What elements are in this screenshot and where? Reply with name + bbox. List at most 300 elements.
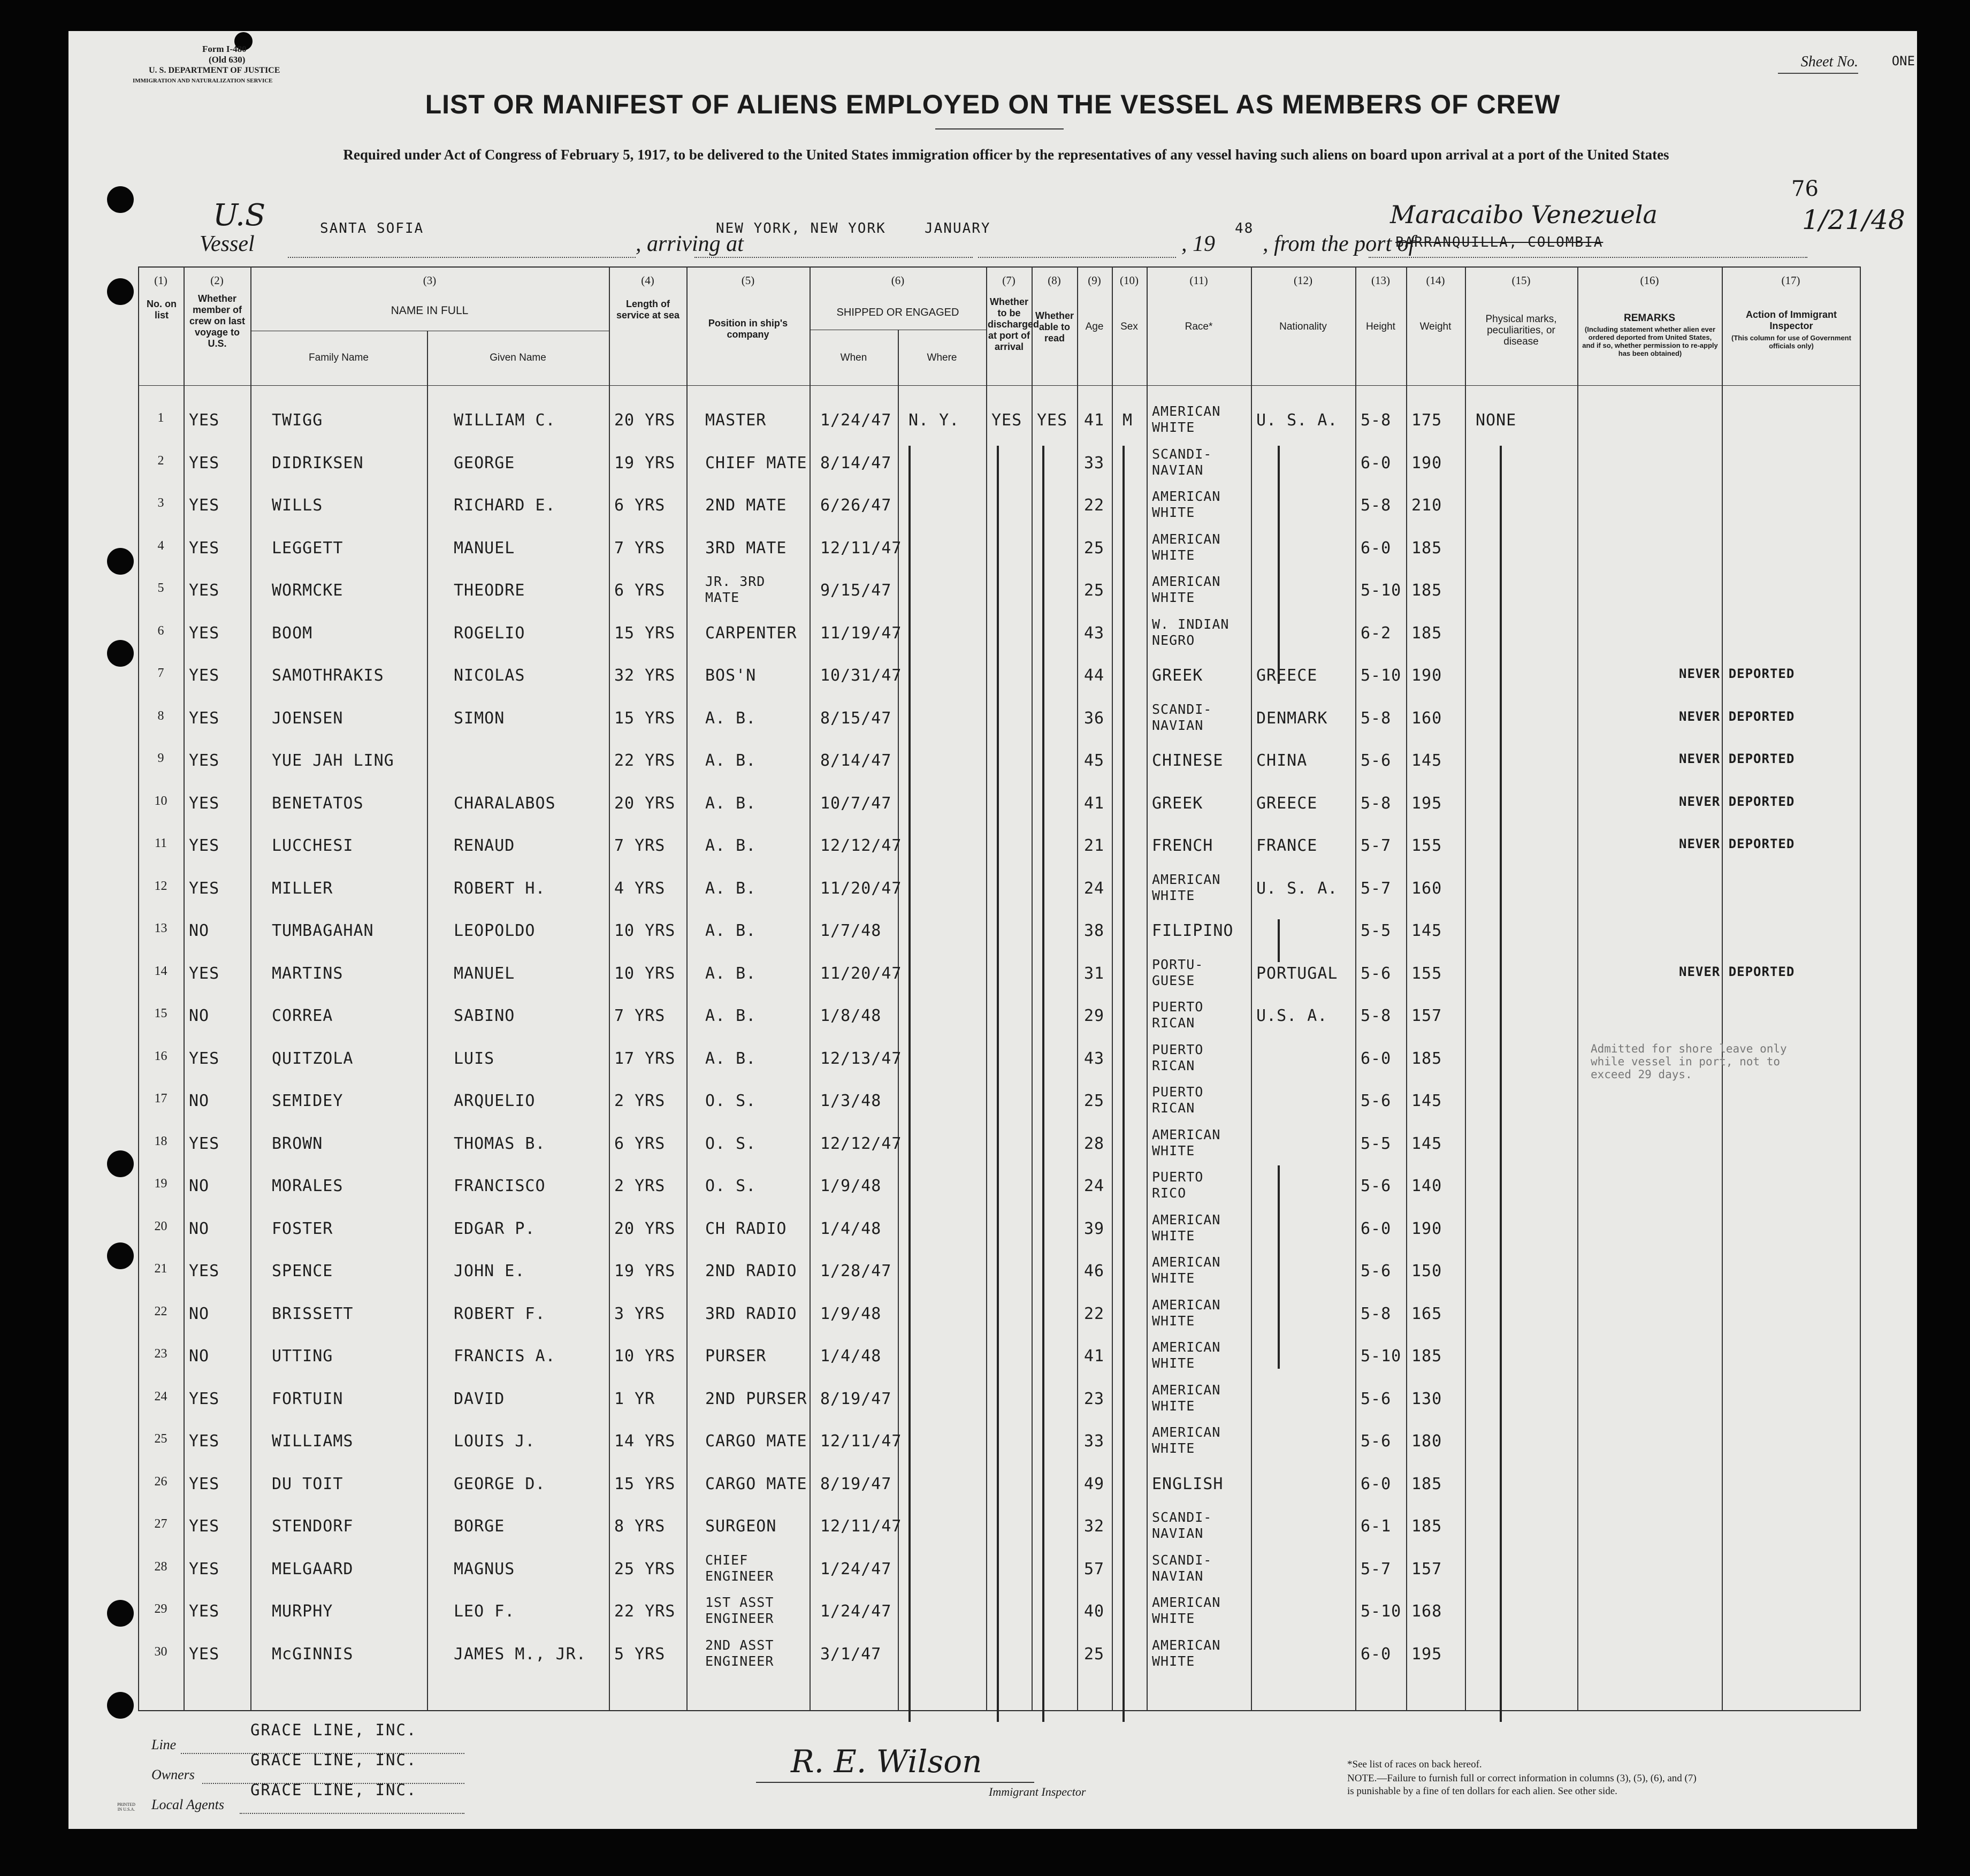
col-head-race: Race* [1185, 321, 1213, 332]
race: AMERICAN WHITE [1152, 1595, 1221, 1626]
col-head-height: Height [1366, 321, 1395, 332]
col-head-given: Given Name [490, 352, 546, 363]
weight: 210 [1411, 496, 1442, 515]
service-length: 10 YRS [614, 964, 676, 983]
position: SURGEON [705, 1517, 777, 1536]
shipped-when: 9/15/47 [820, 581, 892, 600]
able-to-read: YES [1037, 411, 1068, 430]
shipped-when: 3/1/47 [820, 1644, 882, 1664]
row-number: 24 [154, 1389, 167, 1404]
row-number: 21 [154, 1262, 167, 1276]
col-num-5: (5) [741, 274, 755, 287]
nationality: DENMARK [1256, 708, 1328, 728]
age: 41 [1084, 794, 1105, 813]
age: 43 [1084, 623, 1105, 643]
age: 22 [1084, 1304, 1105, 1323]
manifest-footer [68, 1711, 1917, 1829]
family-name: LUCCHESI [272, 836, 354, 855]
col-head-action-sub: (This column for use of Government officials only) [1731, 334, 1851, 350]
given-name: BORGE [454, 1517, 505, 1536]
handwritten-date: 1/21/48 [1802, 204, 1905, 235]
race: SCANDI- NAVIAN [1152, 1552, 1212, 1584]
age: 22 [1084, 496, 1105, 515]
col-num-8: (8) [1048, 274, 1061, 287]
shipped-when: 12/12/47 [820, 836, 902, 855]
col-head-action: Action of Immigrant Inspector [1746, 309, 1837, 331]
last-voyage: YES [189, 1602, 220, 1621]
row-number: 25 [154, 1432, 167, 1446]
family-name: UTTING [272, 1347, 333, 1366]
last-voyage: YES [189, 1644, 220, 1664]
last-voyage: YES [189, 1559, 220, 1578]
last-voyage: YES [189, 1049, 220, 1068]
col-border [1577, 266, 1578, 1711]
nationality: PORTUGAL [1256, 964, 1338, 983]
service-length: 15 YRS [614, 623, 676, 643]
col-border [1032, 266, 1033, 1711]
row-number: 11 [154, 836, 167, 850]
position: A. B. [705, 1006, 757, 1025]
sex: M [1123, 411, 1133, 430]
ditto-mark [1278, 446, 1280, 684]
printer-mark: PRINTED IN U.S.A. [117, 1802, 135, 1812]
given-name: MANUEL [454, 964, 515, 983]
table-top-rule [138, 266, 1861, 268]
penalty-note: NOTE.—Failure to furnish full or correct information in columns (3), (5), (6), and (7) is punishable by a fine of ten dollars for each alien. See other side. [1347, 1773, 1697, 1797]
height: 6-0 [1361, 538, 1392, 558]
sheet-number-value: ONE [1891, 54, 1915, 68]
weight: 185 [1411, 581, 1442, 600]
weight: 185 [1411, 1049, 1442, 1068]
shipped-when: 6/26/47 [820, 496, 892, 515]
age: 38 [1084, 921, 1105, 940]
col-head-sex: Sex [1120, 321, 1138, 332]
weight: 195 [1411, 794, 1442, 813]
manifest-sheet [68, 31, 1917, 1829]
col-border [1112, 266, 1113, 1711]
service-length: 2 YRS [614, 1092, 666, 1110]
col-border [686, 266, 688, 1711]
height: 5-7 [1361, 836, 1392, 855]
given-name: NICOLAS [454, 666, 525, 685]
height: 5-6 [1361, 751, 1392, 770]
last-voyage: YES [189, 538, 220, 558]
service-length: 20 YRS [614, 794, 676, 813]
position: CHIEF MATE [705, 453, 807, 472]
weight: 185 [1411, 1474, 1442, 1493]
position: CARGO MATE [705, 1474, 807, 1493]
last-voyage: NO [189, 1092, 210, 1110]
family-name: MORALES [272, 1177, 343, 1195]
from-port-label: , from the port of [1263, 232, 1415, 256]
vessel-label: Vessel [200, 232, 255, 256]
given-name: EDGAR P. [454, 1219, 536, 1238]
row-number: 18 [154, 1134, 167, 1148]
service-length: 15 YRS [614, 708, 676, 728]
given-name: THEODRE [454, 581, 525, 600]
given-name: LOUIS J. [454, 1432, 536, 1451]
shipped-when: 8/14/47 [820, 453, 892, 472]
vessel-underline [288, 257, 636, 258]
race: AMERICAN WHITE [1152, 489, 1221, 520]
col-head-position: Position in ship's company [708, 318, 788, 340]
last-voyage: YES [189, 1517, 220, 1536]
col-head-no: No. on list [147, 299, 177, 321]
family-name: LEGGETT [272, 538, 343, 558]
family-name: WILLS [272, 496, 323, 515]
service-length: 19 YRS [614, 453, 676, 472]
weight: 157 [1411, 1559, 1442, 1578]
position: A. B. [705, 751, 757, 770]
shipped-when: 12/11/47 [820, 1432, 902, 1451]
col-head-service: Length of service at sea [616, 299, 680, 321]
service-length: 15 YRS [614, 1474, 676, 1493]
age: 25 [1084, 581, 1105, 600]
arrival-underline [694, 257, 973, 258]
shipped-when: 1/8/48 [820, 1006, 882, 1025]
col-border [1077, 266, 1078, 1711]
row-number: 28 [154, 1559, 167, 1574]
last-voyage: NO [189, 1347, 210, 1366]
given-name: MAGNUS [454, 1559, 515, 1578]
remark: NEVER DEPORTED [1679, 836, 1795, 851]
height: 5-6 [1361, 1262, 1392, 1280]
race: PUERTO RICO [1152, 1169, 1204, 1201]
last-voyage: NO [189, 921, 210, 940]
service-length: 8 YRS [614, 1517, 666, 1536]
col-num-6: (6) [891, 274, 905, 287]
race: AMERICAN WHITE [1152, 1424, 1221, 1456]
col-head-last-voyage: Whether member of crew on last voyage to U.S. [189, 293, 246, 349]
owners-label: Owners [151, 1767, 195, 1782]
height: 5-10 [1361, 666, 1402, 685]
family-name: JOENSEN [272, 708, 343, 728]
given-name: GEORGE [454, 453, 515, 472]
row-number: 16 [154, 1049, 167, 1063]
shipped-where: N. Y. [908, 411, 960, 430]
col-num-13: (13) [1371, 274, 1390, 287]
weight: 145 [1411, 1134, 1442, 1153]
race: AMERICAN WHITE [1152, 1382, 1221, 1414]
last-voyage: YES [189, 1389, 220, 1408]
races-note: *See list of races on back hereof. [1347, 1759, 1482, 1770]
position: CARPENTER [705, 623, 797, 643]
family-name: YUE JAH LING [272, 751, 394, 770]
arrival-year: 48 [1235, 220, 1254, 237]
row-number: 9 [157, 751, 164, 765]
faint-remark-line: while vessel in port, not to [1591, 1055, 1781, 1068]
family-name: BENETATOS [272, 794, 364, 813]
service-length: 14 YRS [614, 1432, 676, 1451]
row-number: 20 [154, 1219, 167, 1233]
age: 28 [1084, 1134, 1105, 1153]
row-number: 6 [157, 623, 164, 638]
service-name: IMMIGRATION AND NATURALIZATION SERVICE [133, 78, 273, 84]
service-length: 7 YRS [614, 836, 666, 855]
race: SCANDI- NAVIAN [1152, 701, 1212, 733]
family-name: CORREA [272, 1006, 333, 1025]
row-number: 27 [154, 1517, 167, 1531]
given-name: ROBERT H. [454, 879, 546, 898]
age: 25 [1084, 1644, 1105, 1664]
height: 5-8 [1361, 411, 1392, 430]
last-voyage: YES [189, 708, 220, 728]
weight: 155 [1411, 836, 1442, 855]
age: 31 [1084, 964, 1105, 983]
from-port-struck: BARRANQUILLA, COLOMBIA [1395, 234, 1604, 250]
ditto-mark [1278, 919, 1280, 962]
last-voyage: NO [189, 1177, 210, 1195]
row-number: 13 [154, 921, 167, 935]
age: 21 [1084, 836, 1105, 855]
signature-line [756, 1782, 1034, 1783]
remark: NEVER DEPORTED [1679, 666, 1795, 681]
owners-value: GRACE LINE, INC. [250, 1751, 417, 1769]
family-name: WORMCKE [272, 581, 343, 600]
row-number: 22 [154, 1304, 167, 1318]
weight: 190 [1411, 1219, 1442, 1238]
given-name: RICHARD E. [454, 496, 556, 515]
row-number: 5 [157, 581, 164, 595]
height: 6-2 [1361, 623, 1392, 643]
weight: 160 [1411, 879, 1442, 898]
age: 39 [1084, 1219, 1105, 1238]
weight: 185 [1411, 623, 1442, 643]
shipped-when: 12/12/47 [820, 1134, 902, 1153]
family-name: WILLIAMS [272, 1432, 354, 1451]
family-name: DIDRIKSEN [272, 453, 364, 472]
shipped-when: 11/20/47 [820, 879, 902, 898]
weight: 155 [1411, 964, 1442, 983]
service-length: 6 YRS [614, 1134, 666, 1153]
ditto-mark [908, 446, 911, 1722]
shipped-when: 10/7/47 [820, 794, 892, 813]
position: 3RD MATE [705, 538, 787, 558]
col-border [609, 266, 610, 1711]
position: 2ND MATE [705, 496, 787, 515]
col-head-weight: Weight [1419, 321, 1452, 332]
position: MASTER [705, 411, 767, 430]
col-head-marks: Physical marks, peculiarities, or disease [1485, 314, 1557, 347]
weight: 180 [1411, 1432, 1442, 1451]
from-port-handwritten: Maracaibo Venezuela [1390, 200, 1658, 229]
weight: 185 [1411, 1347, 1442, 1366]
col-num-16: (16) [1640, 274, 1659, 287]
binder-hole [107, 640, 134, 667]
row-number: 26 [154, 1474, 167, 1489]
shipped-when: 8/14/47 [820, 751, 892, 770]
race: FILIPINO [1152, 921, 1234, 940]
shipped-when: 12/11/47 [820, 538, 902, 558]
age: 24 [1084, 1177, 1105, 1195]
col-head-read: Whether able to read [1035, 310, 1074, 344]
race: PUERTO RICAN [1152, 1041, 1204, 1073]
race: W. INDIAN NEGRO [1152, 616, 1230, 648]
binder-hole [107, 548, 134, 575]
col-border [1722, 266, 1723, 1711]
weight: 160 [1411, 708, 1442, 728]
shipped-when: 1/7/48 [820, 921, 882, 940]
agents-label: Local Agents [151, 1797, 225, 1812]
height: 6-0 [1361, 1474, 1392, 1493]
age: 41 [1084, 1347, 1105, 1366]
service-length: 6 YRS [614, 581, 666, 600]
last-voyage: YES [189, 1134, 220, 1153]
race: CHINESE [1152, 751, 1224, 770]
family-name: SEMIDEY [272, 1092, 343, 1110]
service-length: 3 YRS [614, 1304, 666, 1323]
agents-value: GRACE LINE, INC. [250, 1781, 417, 1799]
stamp-number: 76 [1791, 177, 1819, 201]
race: PUERTO RICAN [1152, 1084, 1204, 1116]
vessel-line [68, 177, 1917, 256]
col-border [986, 266, 987, 1711]
given-name: LEO F. [454, 1602, 515, 1621]
shipped-when: 11/20/47 [820, 964, 902, 983]
race: AMERICAN WHITE [1152, 871, 1221, 903]
age: 36 [1084, 708, 1105, 728]
age: 25 [1084, 1092, 1105, 1110]
race: AMERICAN WHITE [1152, 1126, 1221, 1158]
height: 5-5 [1361, 921, 1392, 940]
col-num-9: (9) [1088, 274, 1101, 287]
nationality: U.S. A. [1256, 1006, 1328, 1025]
weight: 145 [1411, 1092, 1442, 1110]
given-name: SABINO [454, 1006, 515, 1025]
last-voyage: YES [189, 1474, 220, 1493]
given-name: THOMAS B. [454, 1134, 546, 1153]
line-label: Line [151, 1737, 177, 1752]
height: 5-10 [1361, 581, 1402, 600]
row-number: 4 [157, 538, 164, 553]
col-head-age: Age [1085, 321, 1104, 332]
col-head-when: When [840, 352, 867, 363]
height: 5-7 [1361, 1559, 1392, 1578]
weight: 185 [1411, 1517, 1442, 1536]
family-name: QUITZOLA [272, 1049, 354, 1068]
race: GREEK [1152, 794, 1203, 813]
ditto-mark [1500, 446, 1502, 1722]
last-voyage: YES [189, 453, 220, 472]
shipped-when: 1/9/48 [820, 1304, 882, 1323]
height: 5-6 [1361, 1389, 1392, 1408]
vessel-name: SANTA SOFIA [320, 220, 424, 237]
manifest-subtitle: Required under Act of Congress of February 5, 1917, to be delivered to the United States immigration officer by the representatives of any vessel having such aliens on board upon arrival at a port of the United States [343, 147, 1669, 163]
height: 5-7 [1361, 879, 1392, 898]
form-number: Form I-480 [202, 44, 247, 54]
weight: 185 [1411, 538, 1442, 558]
col-num-10: (10) [1120, 274, 1139, 287]
position: CARGO MATE [705, 1432, 807, 1451]
weight: 145 [1411, 921, 1442, 940]
service-length: 10 YRS [614, 1347, 676, 1366]
position: O. S. [705, 1134, 757, 1153]
race: AMERICAN WHITE [1152, 1637, 1221, 1669]
department-name: U. S. DEPARTMENT OF JUSTICE [149, 66, 280, 75]
height: 5-8 [1361, 708, 1392, 728]
col-border [1406, 266, 1407, 1711]
nationality: GREECE [1256, 794, 1318, 813]
shipped-when: 1/3/48 [820, 1092, 882, 1110]
service-length: 10 YRS [614, 921, 676, 940]
title-rule [935, 128, 1064, 129]
last-voyage: YES [189, 1432, 220, 1451]
last-voyage: YES [189, 794, 220, 813]
col-border [1355, 266, 1356, 1711]
given-name: DAVID [454, 1389, 505, 1408]
shipped-when: 1/9/48 [820, 1177, 882, 1195]
given-name: SIMON [454, 708, 505, 728]
given-name: MANUEL [454, 538, 515, 558]
binder-hole [107, 1242, 134, 1269]
col-border [250, 266, 251, 1711]
height: 6-0 [1361, 453, 1392, 472]
col-border [1147, 266, 1148, 1711]
last-voyage: YES [189, 666, 220, 685]
sheet-number-underline [1778, 73, 1858, 74]
row-number: 29 [154, 1602, 167, 1616]
header-bottom-rule [138, 385, 1861, 386]
remark: NEVER DEPORTED [1679, 794, 1795, 809]
manifest-title: LIST OR MANIFEST OF ALIENS EMPLOYED ON THE VESSEL AS MEMBERS OF CREW [425, 89, 1561, 119]
col-head-where: Where [927, 352, 957, 363]
service-length: 7 YRS [614, 1006, 666, 1025]
given-name: LUIS [454, 1049, 495, 1068]
col-num-15: (15) [1511, 274, 1531, 287]
shipped-when: 12/11/47 [820, 1517, 902, 1536]
col-num-14: (14) [1426, 274, 1445, 287]
remark: NEVER DEPORTED [1679, 751, 1795, 766]
form-old-number: (Old 630) [209, 55, 246, 65]
given-name: JOHN E. [454, 1262, 525, 1280]
given-name: JAMES M., JR. [454, 1644, 586, 1664]
row-number: 30 [154, 1644, 167, 1659]
last-voyage: YES [189, 751, 220, 770]
col-num-11: (11) [1189, 274, 1208, 287]
row-number: 3 [157, 496, 164, 510]
height: 6-0 [1361, 1644, 1392, 1664]
height: 5-8 [1361, 794, 1392, 813]
col-head-remarks-sub: (Including statement whether alien ever ordered deported from United States, and if so, whether permission to re-apply has been obtained) [1582, 325, 1718, 357]
service-length: 4 YRS [614, 879, 666, 898]
age: 40 [1084, 1602, 1105, 1621]
remark: NEVER DEPORTED [1679, 964, 1795, 979]
age: 44 [1084, 666, 1105, 685]
last-voyage: NO [189, 1304, 210, 1323]
row-number: 19 [154, 1177, 167, 1191]
race: AMERICAN WHITE [1152, 1297, 1221, 1329]
position: 2ND ASST ENGINEER [705, 1637, 774, 1669]
height: 5-10 [1361, 1602, 1402, 1621]
service-length: 2 YRS [614, 1177, 666, 1195]
age: 43 [1084, 1049, 1105, 1068]
race: AMERICAN WHITE [1152, 403, 1221, 435]
col-border [184, 266, 185, 1711]
position: 2ND PURSER [705, 1389, 807, 1408]
age: 23 [1084, 1389, 1105, 1408]
service-length: 1 YR [614, 1389, 655, 1408]
service-length: 22 YRS [614, 751, 676, 770]
col-head-remarks: REMARKS [1623, 312, 1676, 324]
shipped-when: 8/15/47 [820, 708, 892, 728]
col-head-discharged: Whether to be discharged at port of arrival [988, 296, 1040, 352]
col-num-2: (2) [210, 274, 224, 287]
col-border [1465, 266, 1466, 1711]
race: ENGLISH [1152, 1474, 1224, 1493]
col-border [427, 331, 428, 1711]
shipped-when: 1/28/47 [820, 1262, 892, 1280]
physical-marks: NONE [1476, 411, 1517, 430]
